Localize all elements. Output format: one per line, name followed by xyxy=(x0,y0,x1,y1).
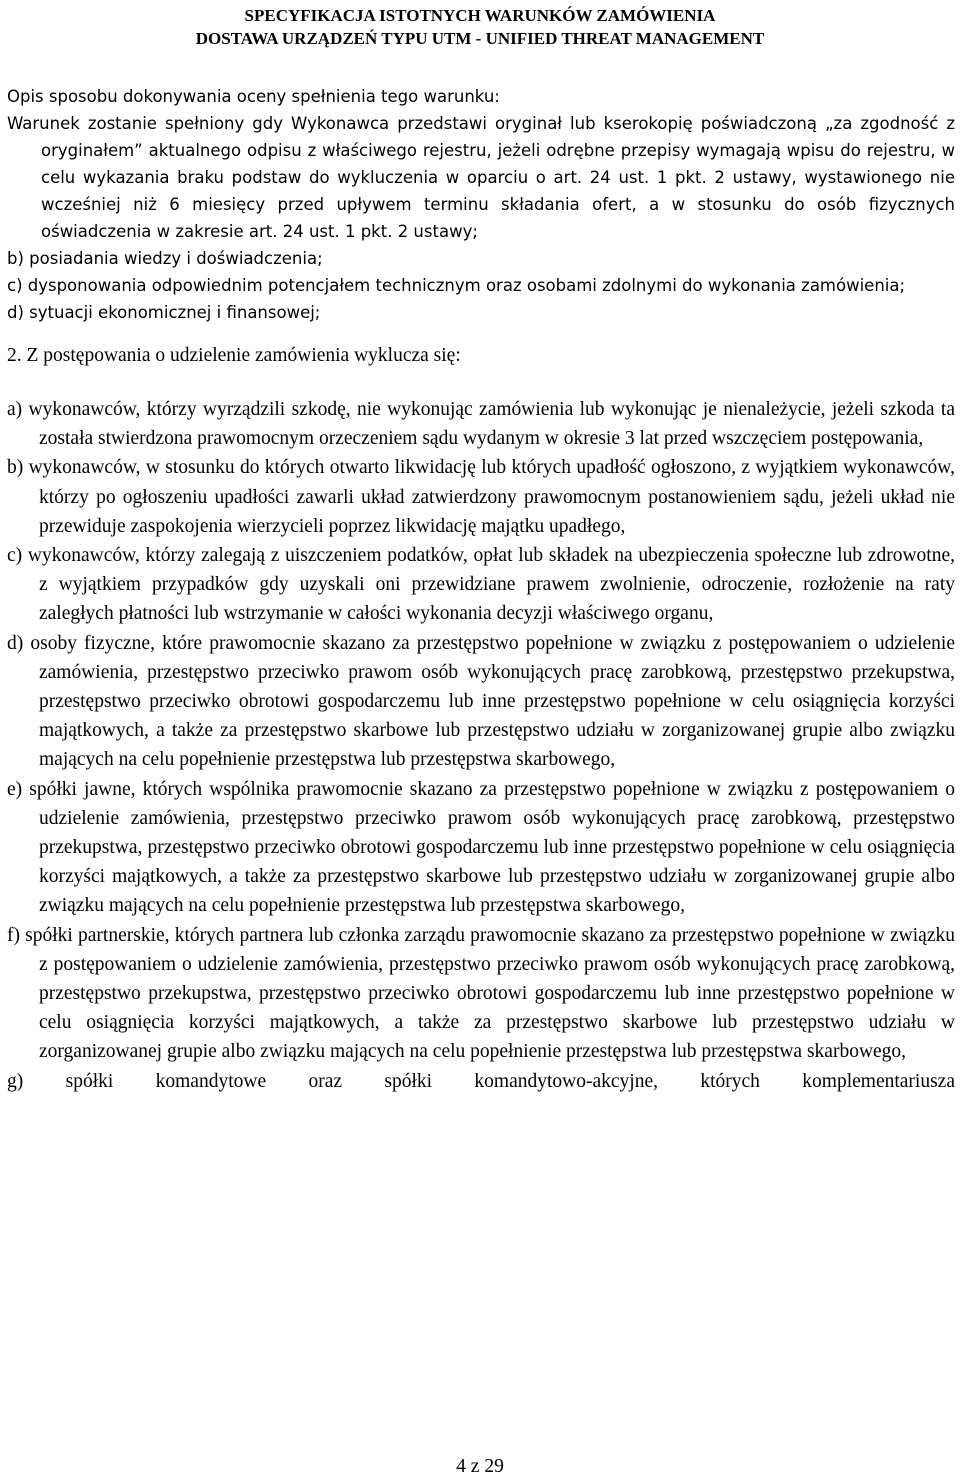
section-2-heading: 2. Z postępowania o udzielenie zamówienia wyklucza się: xyxy=(7,345,461,366)
exclusion-item-f: f) spółki partnerskie, których partnera lub członka zarządu prawomocnie skazano za przestępstwo popełnione w związku z postępowaniem o udzielenie zamówienia, przestępstwo przeciwko prawom osób wykonujących pracę zarobkową, przestępstwo przekupstwa, przestępstwo przeciwko obrotowi gospodarczemu lub inne przestępstwo popełnione w celu osiągnięcia korzyści majątkowych, a także za przestępstwo skarbowe lub przestępstwo udziału w zorganizowanej grupie albo związku mających na celu popełnienie przestępstwa lub przestępstwa skarbowego, xyxy=(7,924,955,1063)
exclusion-item-a: a) wykonawców, którzy wyrządzili szkodę, nie wykonując zamówienia lub wykonując je nienależycie, jeżeli szkoda ta została stwierdzona prawomocnym orzeczeniem sądu wydanym w okresie 3 lat przed wszczęciem postępowania, xyxy=(7,399,955,450)
exclusion-item-e: e) spółki jawne, których wspólnika prawomocnie skazano za przestępstwo popełnione w związku z postępowaniem o udzielenie zamówienia, przestępstwo przeciwko prawom osób wykonujących pracę zarobkową, przestępstwo przekupstwa, przestępstwo przeciwko obrotowi gospodarczemu lub inne przestępstwo popełnione w celu osiągnięcia korzyści majątkowych, a także za przestępstwo skarbowe lub przestępstwo udziału w zorganizowanej grupie albo związku mających na celu popełnienie przestępstwa lub przestępstwa skarbowego, xyxy=(7,778,955,917)
condition-a: Warunek zostanie spełniony gdy Wykonawca przedstawi oryginał lub kserokopię poświadczoną „za zgodność z oryginałem” aktualnego odpisu z właściwego rejestru, jeżeli odrębne przepisy wymagają wpisu do rejestru, w celu wykazania braku podstaw do wykluczenia w oparciu o art. 24 ust. 1 pkt. 2 ustawy, wystawionego nie wcześniej niż 6 miesięcy przed upływem terminu składania ofert, a w stosunku do osób fizycznych oświadczenia w zakresie art. 24 ust. 1 pkt. 2 ustawy; xyxy=(7,114,955,241)
document-header xyxy=(0,4,960,50)
document-body xyxy=(7,83,955,1096)
assessment-title: Opis sposobu dokonywania oceny spełnienia tego warunku: xyxy=(7,87,500,106)
condition-b: b) posiadania wiedzy i doświadczenia; xyxy=(7,249,323,268)
exclusion-list xyxy=(7,395,955,1096)
exclusion-item-g: g) spółki komandytowe oraz spółki komandytowo-akcyjne, których komplementariusza xyxy=(7,1070,955,1092)
condition-d: d) sytuacji ekonomicznej i finansowej; xyxy=(7,303,321,322)
condition-c: c) dysponowania odpowiednim potencjałem technicznym oraz osobami zdolnymi do wykonania zamówienia; xyxy=(7,276,906,295)
exclusion-item-d: d) osoby fizyczne, które prawomocnie skazano za przestępstwo popełnione w związku z postępowaniem o udzielenie zamówienia, przestępstwo przeciwko prawom osób wykonujących pracę zarobkową, przestępstwo przekupstwa, przestępstwo przeciwko obrotowi gospodarczemu lub inne przestępstwo popełnione w celu osiągnięcia korzyści majątkowych, a także za przestępstwo skarbowe lub przestępstwo udziału w zorganizowanej grupie albo związku mających na celu popełnienie przestępstwa lub przestępstwa skarbowego, xyxy=(7,632,955,771)
page-number: 4 z 29 xyxy=(456,1456,504,1477)
exclusion-item-b: b) wykonawców, w stosunku do których otwarto likwidację lub których upadłość ogłoszono, z wyjątkiem wykonawców, którzy po ogłoszeniu upadłości zawarli układ zatwierdzony prawomocnym postanowieniem sądu, jeżeli układ nie przewiduje zaspokojenia wierzycieli poprzez likwidację majątku upadłego, xyxy=(7,457,955,537)
exclusion-item-c: c) wykonawców, którzy zalegają z uiszczeniem podatków, opłat lub składek na ubezpieczenia społeczne lub zdrowotne, z wyjątkiem przypadków gdy uzyskali oni przewidziane prawem zwolnienie, odroczenie, rozłożenie na raty zaległych płatności lub wstrzymanie w całości wykonania decyzji właściwego organu, xyxy=(7,545,955,625)
header-title-line2: DOSTAWA URZĄDZEŃ TYPU UTM - UNIFIED THREAT MANAGEMENT xyxy=(195,29,765,48)
header-title-line1: SPECYFIKACJA ISTOTNYCH WARUNKÓW ZAMÓWIENIA xyxy=(244,6,716,25)
